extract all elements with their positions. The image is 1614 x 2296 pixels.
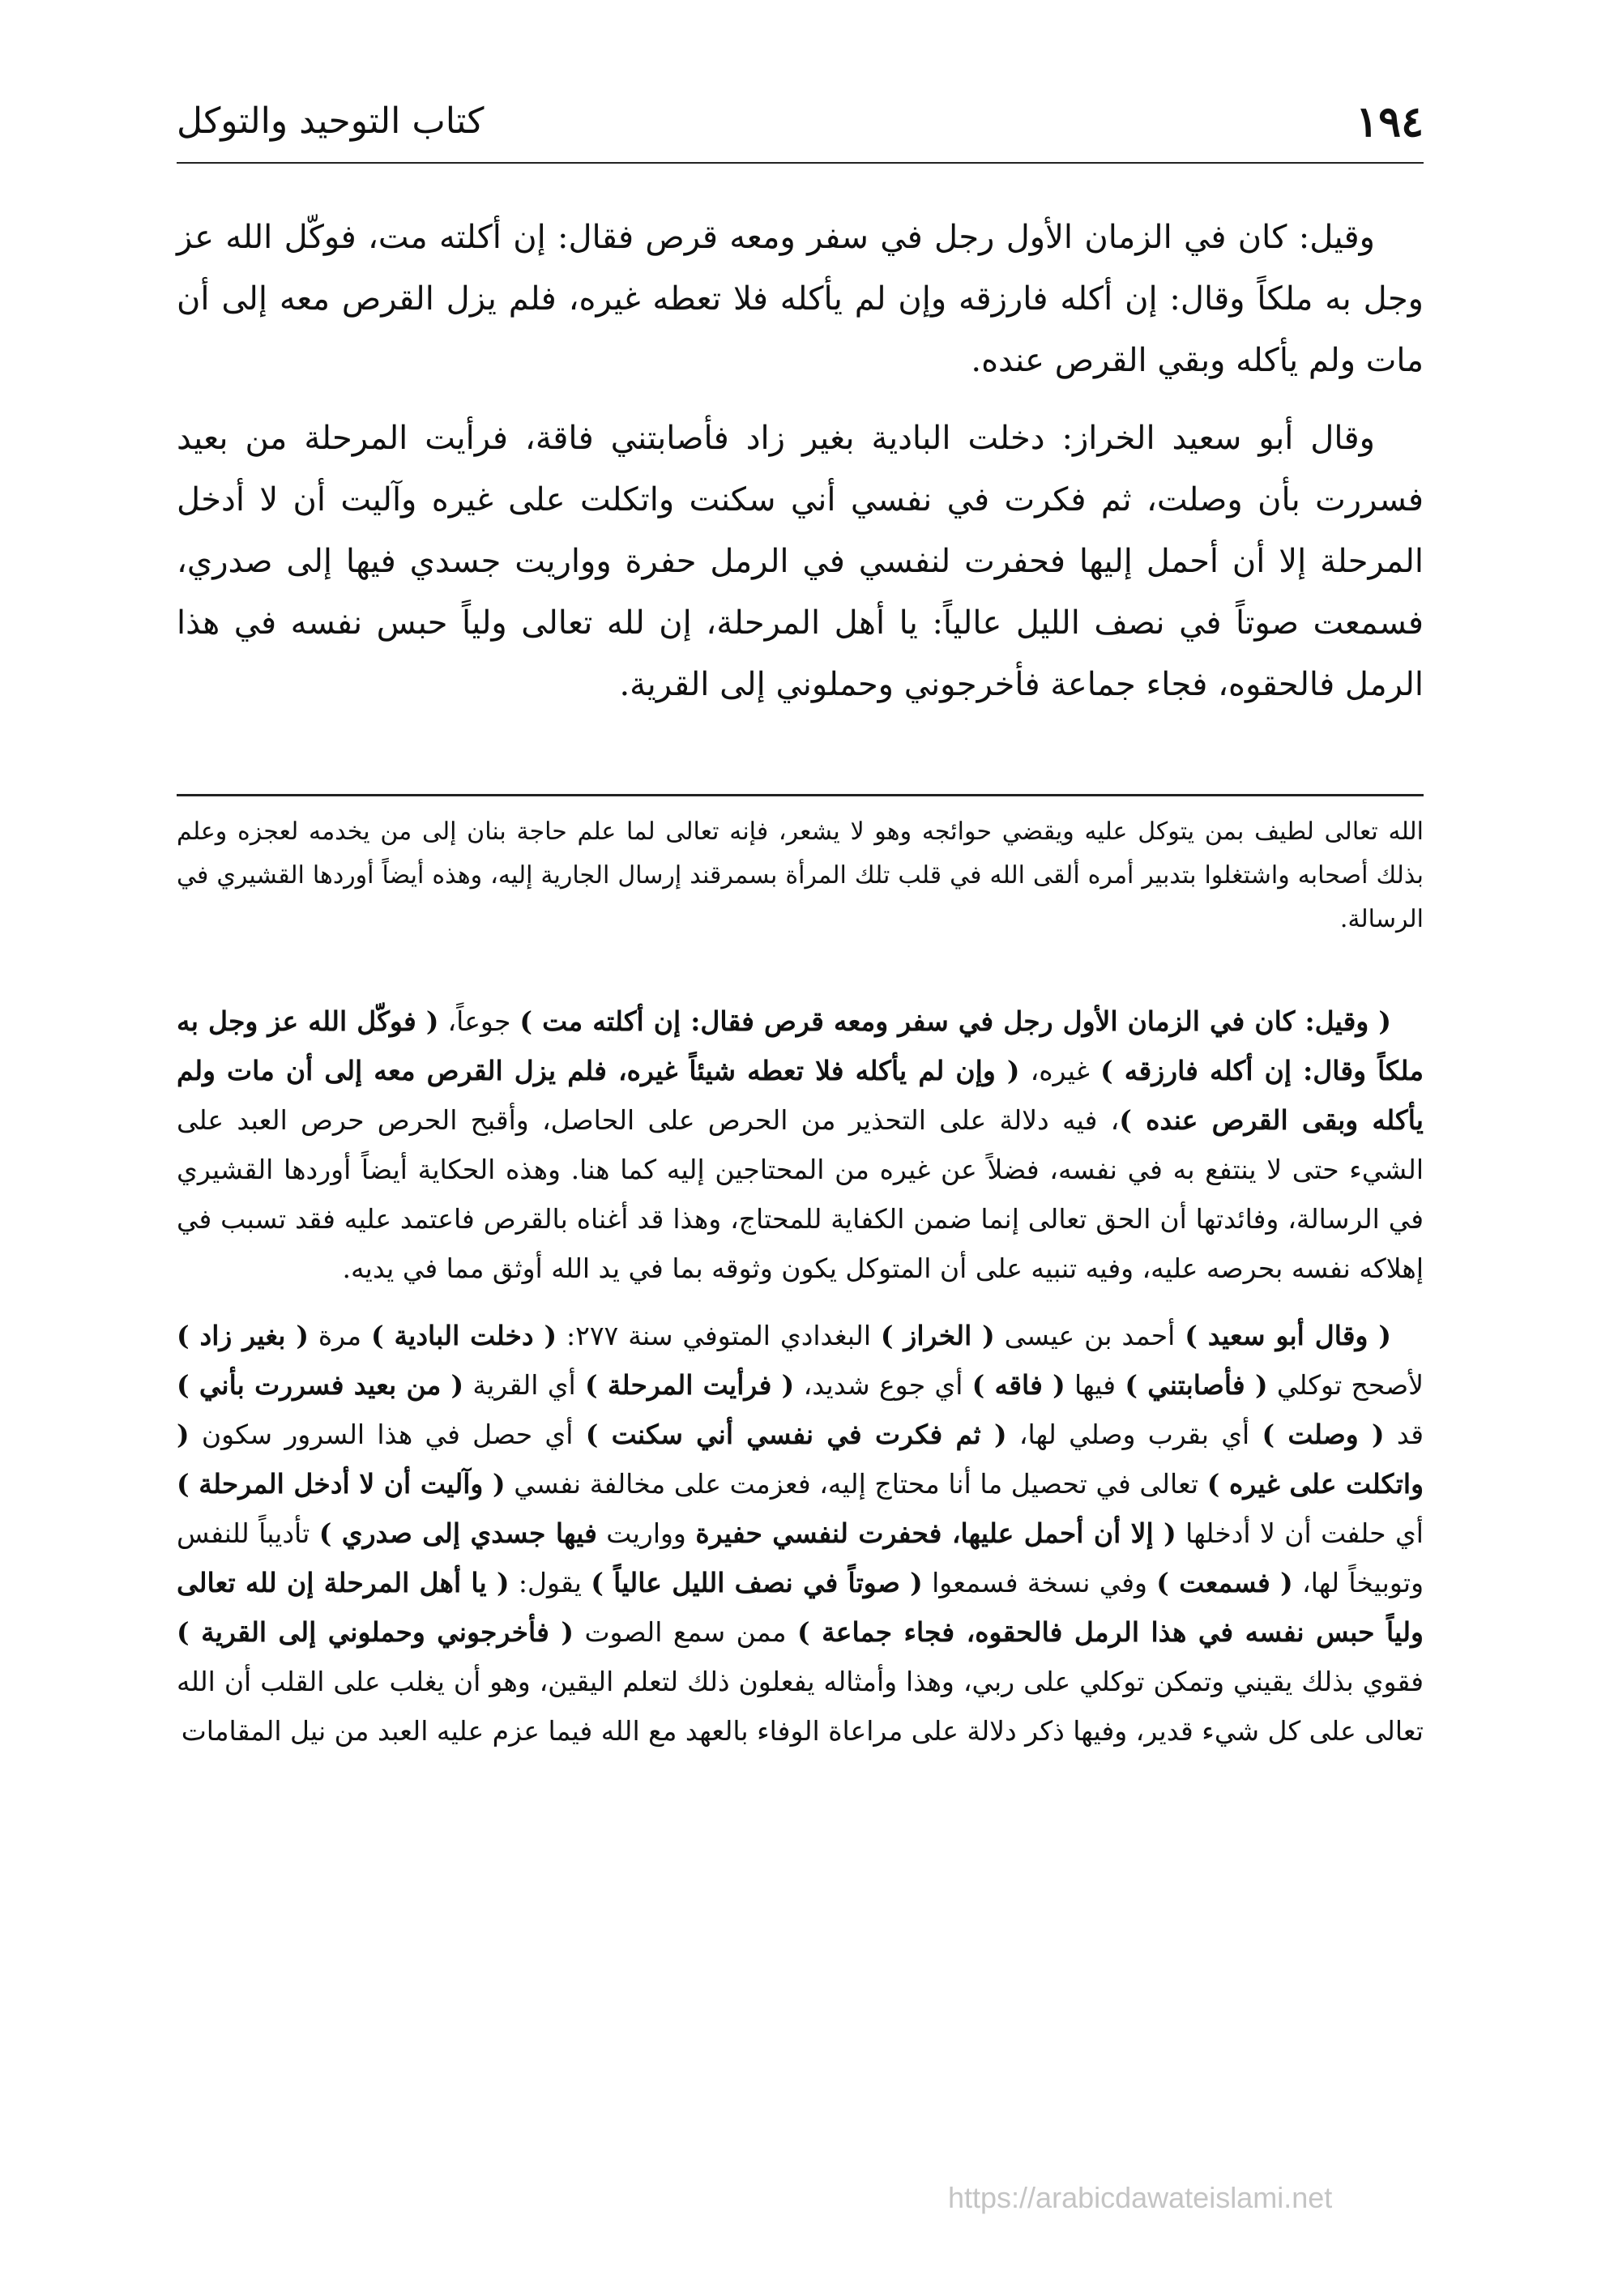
commentary-segment: أي حصل في هذا السرور سكون — [189, 1419, 586, 1450]
commentary-segment: لأصحح توكلي — [1267, 1369, 1424, 1401]
footnote: الله تعالى لطيف بمن يتوكل عليه ويقضي حوائجه وهو لا يشعر، فإنه تعالى لما علم حاجة بنان إلى من يخدمه لعجزه وعلم بذلك أصحابه واشتغلوا بتدبير أمره ألقى الله في قلب تلك المرأة بسمرقند إرسال الجارية إليه، وهذه أيضاً أوردها القشيري في الرسالة. — [177, 817, 1424, 933]
commentary-segment: البغدادي المتوفي سنة ٢٧٧: — [557, 1320, 881, 1351]
commentary-segment: ، فيه دلالة على التحذير من الحرص على الحاصل، وأقبح الحرص حرص العبد على الشيء حتى لا ينتفع به في نفسه، فضلاً عن غيره من المحتاجين إليه كما هنا. وهذه الحكاية أيضاً أوردها القشيري في الرسالة، وفائدتها أن الحق تعالى إنما ضمن الكفاية للمحتاج، وهذا قد أغناه بالقرص فاعتمد عليه فقد تسبب في إهلاكه نفسه بحرصه عليه، وفيه تنبيه على أن المتوكل يكون وثوقه بما في يد الله أوثق مما في يديه. — [177, 1104, 1424, 1284]
commentary-segment: مرة — [308, 1320, 371, 1351]
commentary-segment: وفي نسخة فسمعوا — [922, 1567, 1157, 1598]
footnote-divider — [177, 794, 1424, 796]
commentary-segment: ( دخلت البادية ) — [370, 1320, 557, 1351]
commentary-segment: ( فأصابتني ) — [1125, 1369, 1268, 1401]
commentary-paragraph-2 — [177, 1311, 1424, 1756]
commentary-segment: أي القرية — [463, 1369, 585, 1401]
commentary-segment: غيره، — [1019, 1055, 1101, 1086]
commentary-segment: يقول: — [509, 1567, 591, 1598]
main-paragraph-1: وقيل: كان في الزمان الأول رجل في سفر ومعه قرص فقال: إن أكلته مت، فوكّل الله عز وجل به ملكاً وقال: إن أكله فارزقه وإن لم يأكله فلا تعطه غيره، فلم يزل القرص معه إلى أن مات ولم يأكله وبقي القرص عنده. — [177, 219, 1424, 379]
commentary-segment: ( بغير زاد ) — [177, 1320, 309, 1351]
commentary-segment: جوعاً، — [438, 1005, 520, 1037]
commentary-segment: ( صوتاً في نصف الليل عالياً ) — [591, 1567, 923, 1598]
commentary-segment: ( فسمعت ) — [1156, 1567, 1293, 1598]
main-text — [177, 207, 1424, 732]
commentary-segment: تأديباً للنفس وتوبيخاً لها، — [177, 1517, 1424, 1598]
commentary-segment: ( من بعيد فسررت بأني ) — [177, 1369, 464, 1401]
commentary-segment: ( وإن لم يأكله فلا تعطه شيئاً غيره، فلم يزل القرص معه إلى أن مات ولم يأكله وبقى القرص عنده ) — [177, 1055, 1424, 1136]
commentary-segment: ( واتكلت على غيره ) — [177, 1419, 1424, 1500]
commentary-segment: ( فوكّل الله عز وجل به ملكاً وقال: إن أكله فارزقه ) — [177, 1005, 1424, 1086]
commentary-segment: فيها جسدي إلى صدري ) — [318, 1517, 597, 1549]
commentary-segment: أي جوع شديد، — [794, 1369, 972, 1401]
commentary-segment: ( وآليت أن لا أدخل المرحلة ) — [177, 1468, 506, 1500]
commentary-paragraph-1 — [177, 996, 1424, 1293]
commentary-segment: ( وقال أبو سعيد ) — [1185, 1320, 1391, 1351]
commentary-segment: ( فأخرجوني وحملوني إلى القرية ) — [177, 1616, 574, 1648]
commentary-segment: فقوي بذلك يقيني وتمكن توكلي على ربي، وهذا وأمثاله يفعلون ذلك لتعلم اليقين، وهو أن يغلب على القلب أن الله تعالى على كل شيء قدير، وفيها ذكر دلالة على مراعاة الوفاء بالعهد مع الله فيما عزم عليه العبد من نيل المقامات — [177, 1666, 1424, 1747]
commentary-segment: ( إلا أن أحمل عليها، فحفرت لنفسي حفيرة — [695, 1517, 1176, 1549]
commentary-segment: ممن سمع الصوت — [573, 1616, 797, 1648]
commentary-segment: أي حلفت أن لا أدخلها — [1176, 1517, 1424, 1549]
main-paragraph-2: وقال أبو سعيد الخراز: دخلت البادية بغير زاد فأصابتني فاقة، فرأيت المرحلة من بعيد فسررت بأن وصلت، ثم فكرت في نفسي أني سكنت واتكلت على غيره وآليت أن لا أدخل المرحلة إلا أن أحمل إليها فحفرت لنفسي في الرمل حفرة وواريت جسدي فيها إلى صدري، فسمعت صوتاً في نصف الليل عالياً: يا أهل المرحلة، إن لله تعالى ولياً حبس نفسه في هذا الرمل فالحقوه، فجاء جماعة فأخرجوني وحملوني إلى القرية. — [177, 420, 1424, 703]
commentary-segment: ( يا أهل المرحلة إن لله تعالى ولياً حبس نفسه في هذا الرمل فالحقوه، فجاء جماعة ) — [177, 1567, 1424, 1648]
watermark-url: https://arabicdawateislami.net — [948, 2181, 1333, 2214]
commentary-segment: ( فرأيت المرحلة ) — [584, 1369, 795, 1401]
commentary-segment: ( وقيل: كان في الزمان الأول رجل في سفر ومعه قرص فقال: إن أكلته مت ) — [519, 1005, 1391, 1037]
page-number: ١٩٤ — [1356, 97, 1424, 147]
commentary-segment: قد — [1384, 1419, 1424, 1450]
commentary-segment: ( وصلت ) — [1262, 1419, 1385, 1450]
commentary-segment: أي بقرب وصلي لها، — [1006, 1419, 1262, 1450]
page-header — [177, 97, 1424, 164]
commentary-segment: ( الخراز ) — [880, 1320, 995, 1351]
commentary-segment: أحمد بن عيسى — [994, 1320, 1185, 1351]
commentary-segment: ( فاقه ) — [971, 1369, 1065, 1401]
commentary-segment: تعالى في تحصيل ما أنا محتاج إليه، فعزمت على مخالفة نفسي — [505, 1468, 1207, 1500]
commentary — [177, 996, 1424, 1773]
commentary-segment: وواريت — [596, 1517, 696, 1549]
book-title: كتاب التوحيد والتوكل — [177, 100, 485, 142]
commentary-segment: ( ثم فكرت في نفسي أني سكنت ) — [585, 1419, 1007, 1450]
commentary-segment: فيها — [1065, 1369, 1125, 1401]
